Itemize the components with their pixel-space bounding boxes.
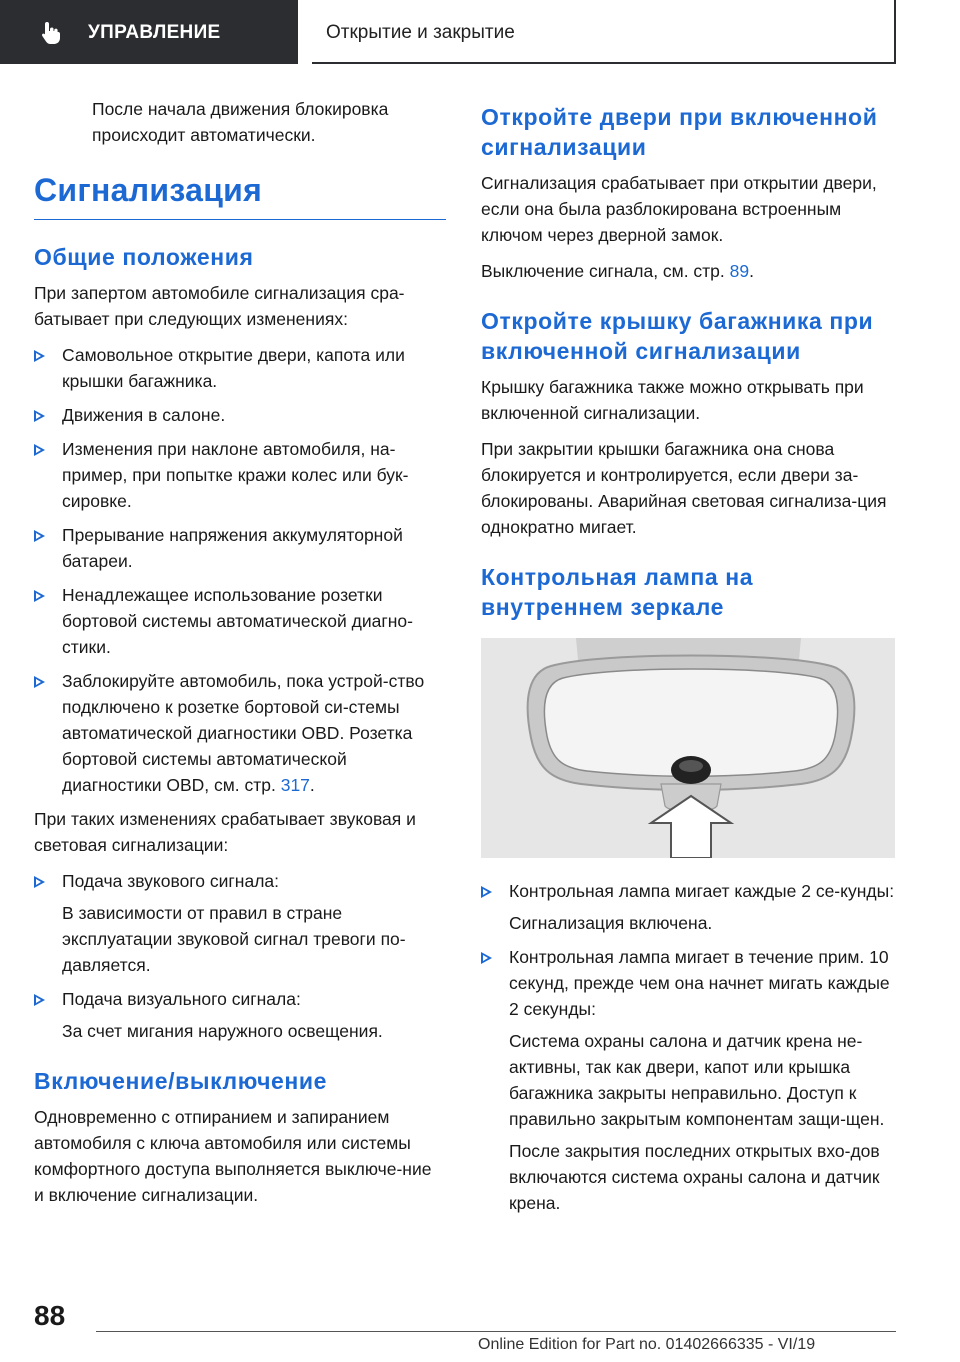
doors-heading: Откройте двери при включенной сигнализации bbox=[481, 104, 878, 160]
lamp-list bbox=[481, 878, 895, 1216]
rear-view-mirror-icon bbox=[481, 638, 895, 858]
alarm-list bbox=[34, 868, 446, 1044]
mirror-illustration bbox=[481, 638, 895, 858]
triangle-bullet-icon bbox=[34, 994, 45, 1006]
list-item: Прерывание напряжения аккумуляторной батареи. bbox=[34, 522, 446, 574]
list-item: Подача визуального сигнала: За счет мигания наружного освещения. bbox=[34, 986, 446, 1044]
list-item: Ненадлежащее использование розетки бортовой системы автоматической диагно-стики. bbox=[34, 582, 446, 660]
general-heading: Общие положения bbox=[34, 244, 254, 270]
triangle-bullet-icon bbox=[481, 952, 492, 964]
page-link-89[interactable]: 89 bbox=[729, 261, 750, 281]
intro-paragraph: После начала движения блокировка происходит автоматически. bbox=[92, 99, 389, 145]
list-item: Подача звукового сигнала: В зависимости от правил в стране эксплуатации звуковой сигнал тревоги по-давляется. bbox=[34, 868, 446, 978]
hand-pointer-icon bbox=[38, 20, 64, 46]
doors-reference: Выключение сигнала, см. стр. 89. bbox=[481, 261, 754, 281]
triangle-bullet-icon bbox=[34, 350, 45, 362]
list-item: Изменения при наклоне автомобиля, на-пример, при попытке кражи колес или бук-сировке. bbox=[34, 436, 446, 514]
page-header bbox=[0, 0, 896, 64]
trunk-paragraph-2: При закрытии крышки багажника она снова блокируется и контролируется, если двери за-блокированы. Аварийная световая сигнализа-ция однократно мигает. bbox=[481, 439, 887, 537]
alarm-paragraph: При таких изменениях срабатывает звуковая и световая сигнализации: bbox=[34, 809, 416, 855]
page-number: 88 bbox=[34, 1300, 66, 1331]
changes-list bbox=[34, 342, 446, 798]
triangle-bullet-icon bbox=[34, 410, 45, 422]
onoff-heading: Включение/выключение bbox=[34, 1068, 328, 1094]
subsection-tab bbox=[312, 0, 896, 64]
subsection-title: Открытие и закрытие bbox=[326, 22, 515, 43]
alarm-heading: Сигнализация bbox=[34, 172, 446, 220]
triangle-bullet-icon bbox=[481, 886, 492, 898]
edition-text: Online Edition for Part no. 01402666335 - VI/19 bbox=[478, 1336, 816, 1353]
list-item: Контрольная лампа мигает каждые 2 се-кунды: Сигнализация включена. bbox=[481, 878, 895, 936]
footer-divider bbox=[96, 1331, 896, 1332]
onoff-paragraph: Одновременно с отпиранием и запиранием автомобиля с ключа автомобиля или системы комфортного доступа выполняется выключе-ние и включение сигнализации. bbox=[34, 1107, 432, 1205]
page-link-317[interactable]: 317 bbox=[280, 775, 310, 795]
triangle-bullet-icon bbox=[34, 876, 45, 888]
list-item: Самовольное открытие двери, капота или крышки багажника. bbox=[34, 342, 446, 394]
trunk-heading: Откройте крышку багажника при включенной сигнализации bbox=[481, 308, 874, 364]
list-item: Движения в салоне. bbox=[34, 402, 446, 428]
left-column bbox=[34, 96, 446, 1218]
list-item: Заблокируйте автомобиль, пока устрой-ство подключено к розетке бортовой си-стемы автоматической диагностики OBD. Розетка бортовой системы автоматической диагностики OBD, см. стр. 317. bbox=[34, 668, 446, 798]
triangle-bullet-icon bbox=[34, 530, 45, 542]
list-item: Контрольная лампа мигает в течение прим. 10 секунд, прежде чем она начнет мигать каждые 2 секунды: Система охраны салона и датчик крена не-активны, так как двери, капот или крышка багажника закрыты неправильно. Доступ к правильно закрытым компонентам защи-щен. После закрытия последних открытых вхо-дов включаются система охраны салона и датчик крена. bbox=[481, 944, 895, 1216]
section-tab bbox=[0, 0, 298, 64]
triangle-bullet-icon bbox=[34, 590, 45, 602]
doors-paragraph: Сигнализация срабатывает при открытии двери, если она была разблокирована встроенным ключом через дверной замок. bbox=[481, 173, 877, 245]
triangle-bullet-icon bbox=[34, 444, 45, 456]
trunk-paragraph-1: Крышку багажника также можно открывать при включенной сигнализации. bbox=[481, 377, 864, 423]
lamp-heading: Контрольная лампа на внутреннем зеркале bbox=[481, 564, 754, 620]
right-column bbox=[481, 96, 895, 1224]
section-title: УПРАВЛЕНИЕ bbox=[88, 22, 221, 43]
general-paragraph: При запертом автомобиле сигнализация сра-батывает при следующих изменениях: bbox=[34, 283, 405, 329]
triangle-bullet-icon bbox=[34, 676, 45, 688]
